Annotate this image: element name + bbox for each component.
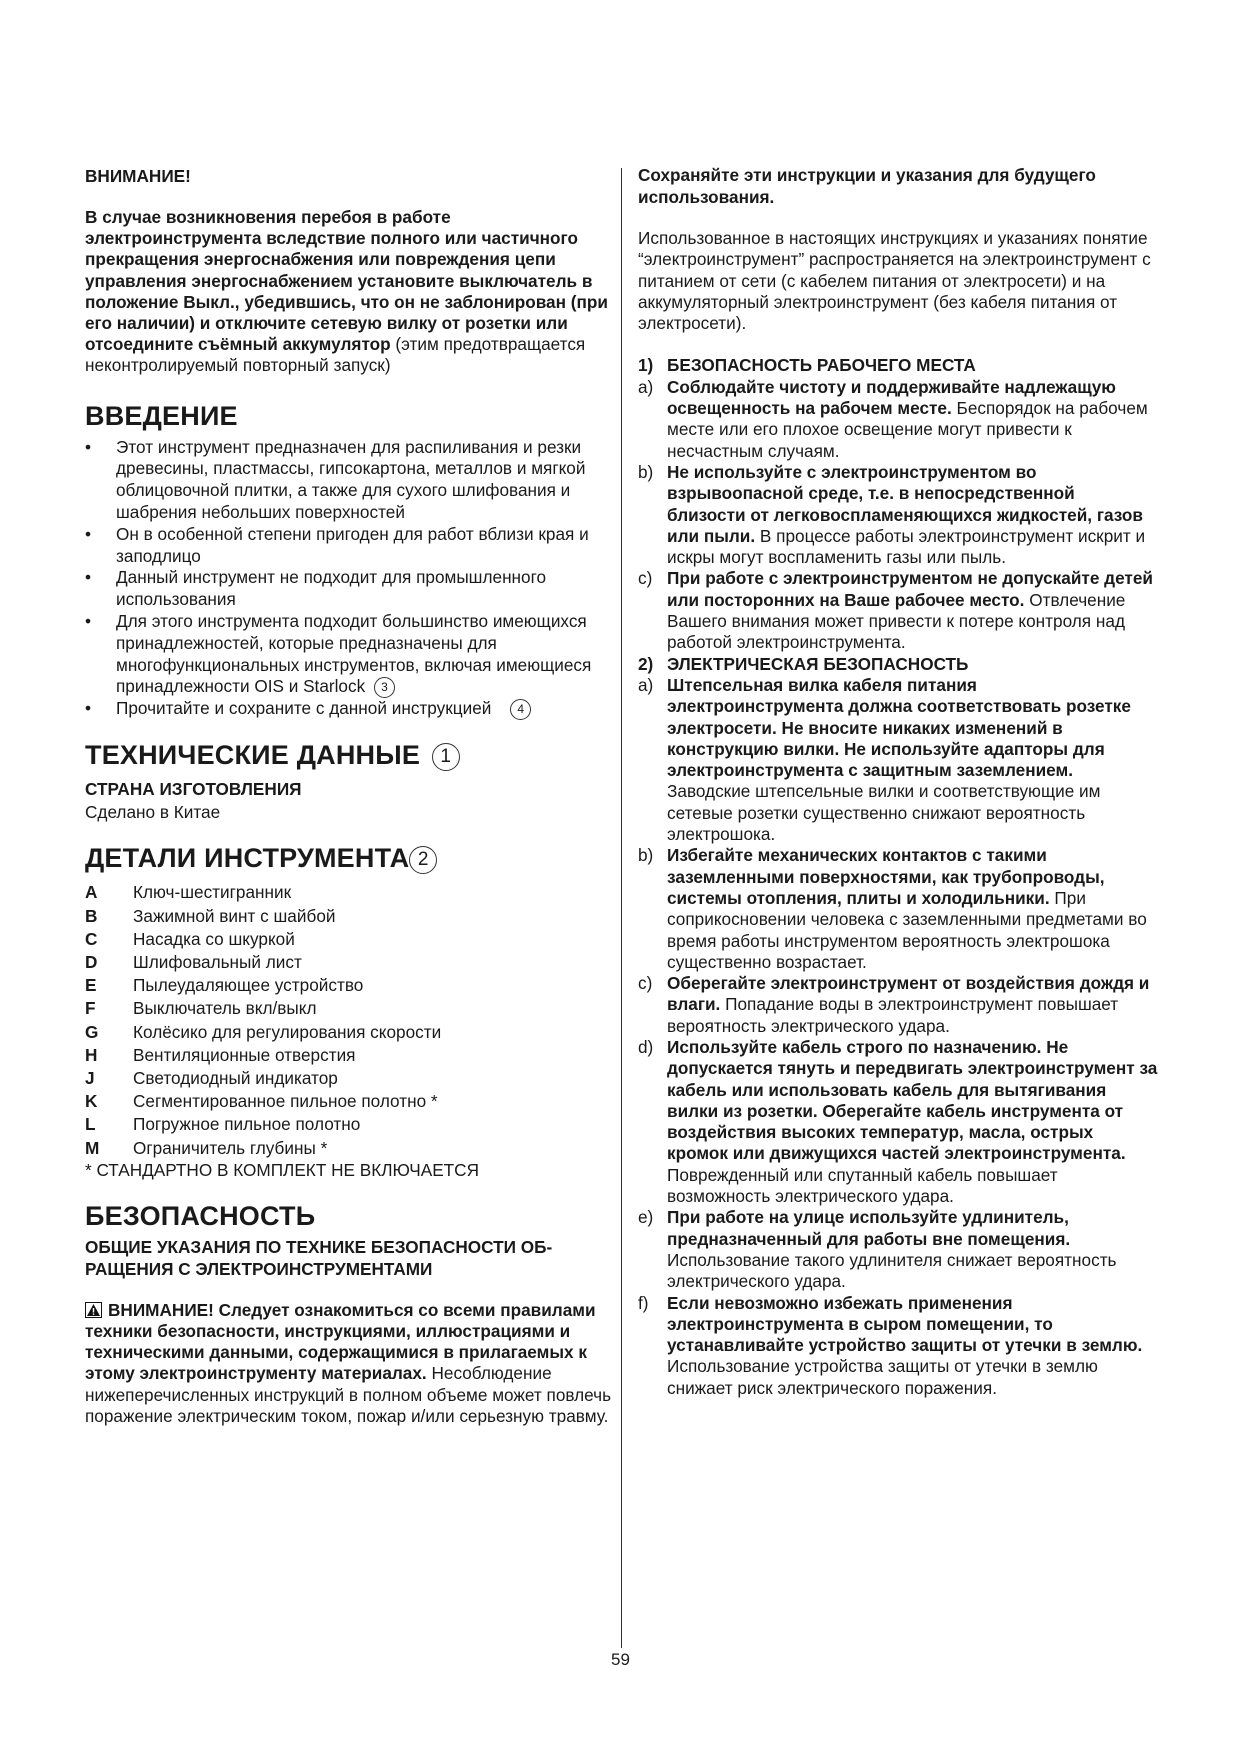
part-name: Шлифовальный лист <box>133 951 302 972</box>
power-tool-definition: Использованное в настоящих инструкциях и указаниях понятие “электроинструмент” распространяется на электроинструмент с питанием от сети (с кабелем питания от электросети) и на аккумуляторный электроинструмент (без кабеля питания от электросети). <box>638 228 1151 334</box>
intro-bullet: • Прочитайте и сохраните с данной инструкцией 4 <box>85 698 615 720</box>
part-letter: L <box>85 1114 96 1135</box>
rule-bold-text: При работе на улице используйте удлинитель, предназначенный для работы вне помещения. <box>667 1207 1071 1249</box>
rule-explanation: Заводские штепсельные вилки и соответствующие им сетевые розетки существенно снижают вероятность электрошока. <box>667 781 1101 845</box>
rule-bold-text: Штепсельная вилка кабеля питания электроинструмента должна соответствовать розетке электросети. Не вносите никаких изменений в конструкцию вилки. Не используйте адапторы для электроинструмента с защитным заземлением. <box>667 674 1131 781</box>
rule-explanation: В процессе работы электроинструмент искрит и искры могут воспламенить газы или пыль. <box>667 525 1146 568</box>
rule-explanation: Попадание воды в электроинструмент повышает вероятность электрического удара. <box>667 994 1119 1036</box>
figure-ref-3: 3 <box>374 677 395 698</box>
rule-marker: b) <box>638 845 654 866</box>
safety-sections <box>638 355 1158 1399</box>
safety-warning-normal: Несоблюдение нижеперечисленных инструкций в полном объеме может повлечь поражение электрическим током, пожар и/или серьезную травму. <box>85 1363 612 1426</box>
rule-explanation: Беспорядок на рабочем месте или его плохое освещение могут привести к несчастным случаям. <box>667 398 1148 461</box>
right-column <box>638 165 1158 1399</box>
safety-title: БЕЗОПАСНОСТЬ <box>85 1200 316 1231</box>
safety-rule <box>638 462 1158 568</box>
parts-row <box>85 1021 441 1044</box>
parts-row <box>85 974 441 997</box>
rule-explanation: При соприкосновении человека с заземленными предметами во время работы инструментом вероятность электрошока существенно возрастает. <box>667 887 1147 972</box>
intro-bullet: • Этот инструмент предназначен для распиливания и резки древесины, пластмассы, гипсокартона, металлов и мягкой облицовочной плитки, а также для сухого шлифования и шабрения небольших поверхностей <box>85 436 586 523</box>
rule-explanation: Поврежденный или спутанный кабель повышает возможность электрического удара. <box>667 1164 1058 1207</box>
section-title: БЕЗОПАСНОСТЬ РАБОЧЕГО МЕСТА <box>667 355 976 376</box>
parts-row <box>85 1090 441 1113</box>
left-column <box>85 165 615 1427</box>
safety-rule <box>638 568 1158 653</box>
safety-rule <box>638 1293 1158 1399</box>
rule-marker: d) <box>638 1036 654 1057</box>
safety-rule <box>638 675 1158 845</box>
rule-marker: b) <box>638 461 654 482</box>
figure-ref-2: 2 <box>409 846 437 874</box>
rule-bold-text: Избегайте механических контактов с такими заземленными поверхностями, как трубопроводы, системы отопления, плиты и холодильники. <box>667 845 1105 908</box>
parts-table <box>85 881 441 1159</box>
power-failure-warning-normal: (этим предотвращается неконтролируемый повторный запуск) <box>85 334 586 376</box>
power-failure-warning <box>85 207 615 377</box>
part-letter: K <box>85 1091 98 1112</box>
rule-marker: a) <box>638 376 654 397</box>
part-letter: C <box>85 928 98 949</box>
warning-triangle-icon <box>85 1302 102 1318</box>
part-name: Вентиляционные отверстия <box>133 1044 356 1065</box>
parts-row <box>85 1044 441 1067</box>
intro-title: ВВЕДЕНИЕ <box>85 400 238 431</box>
safety-rule <box>638 1037 1158 1207</box>
rule-bold-text: Не используйте с электроинструментом во взрывоопасной среде, т.е. в непосредственной близости от легковоспламеняющихся жидкостей, газов или пыли. <box>667 461 1143 546</box>
safety-rule <box>638 377 1158 462</box>
safety-section-heading <box>638 654 1158 675</box>
rule-marker: a) <box>638 674 654 695</box>
part-letter: E <box>85 975 97 996</box>
safety-rule <box>638 973 1158 1037</box>
intro-bullet: • Для этого инструмента подходит большинство имеющихся принадлежностей, которые предназначены для многофункциональных инструментов, включая имеющиеся принадлежности OIS и Starlock 3 <box>85 611 592 697</box>
part-letter: D <box>85 951 98 972</box>
part-letter: J <box>85 1067 95 1088</box>
part-letter: G <box>85 1021 99 1042</box>
safety-warning-bold: ВНИМАНИЕ! Следует ознакомиться со всеми правилами техники безопасности, инструкциями, иллюстрациями и техническими данными, содержащимися в прилагаемых к этому электроинструменту материалах. <box>85 1299 596 1384</box>
part-letter: M <box>85 1137 100 1158</box>
intro-bullet-list <box>85 437 615 721</box>
part-name: Ключ-шестигранник <box>133 882 292 903</box>
rule-explanation: Отвлечение Вашего внимания может привести к потере контроля над работой электроинструмента. <box>667 589 1126 653</box>
safety-rule <box>638 845 1158 973</box>
part-name: Ограничитель глубины * <box>133 1137 328 1158</box>
parts-row <box>85 951 441 974</box>
section-number: 2) <box>638 653 654 674</box>
part-name: Выключатель вкл/выкл <box>133 998 317 1019</box>
rule-bold-text: Если невозможно избежать применения электроинструмента в сыром помещении, то устанавливайте устройство защиты от утечки в землю. <box>667 1292 1143 1356</box>
intro-bullet: • Он в особенной степени пригоден для работ вблизи края и заподлицо <box>85 523 589 566</box>
part-name: Пылеудаляющее устройство <box>133 975 364 996</box>
safety-warning <box>85 1300 615 1427</box>
rule-marker: f) <box>638 1292 649 1313</box>
tech-data-title: ТЕХНИЧЕСКИЕ ДАННЫЕ 1 <box>85 738 615 772</box>
parts-row <box>85 1113 441 1136</box>
part-name: Насадка со шкуркой <box>133 928 295 949</box>
parts-row <box>85 905 441 928</box>
section-number: 1) <box>638 355 654 376</box>
part-name: Колёсико для регулирования скорости <box>133 1021 442 1042</box>
warning-label: ВНИМАНИЕ! <box>85 166 191 186</box>
rule-marker: e) <box>638 1207 654 1228</box>
parts-row <box>85 928 441 951</box>
parts-row <box>85 1137 441 1160</box>
column-divider <box>621 168 622 1648</box>
part-letter: H <box>85 1044 98 1065</box>
rule-bold-text: Соблюдайте чистоту и поддерживайте надлежащую освещенность на рабочем месте. <box>667 376 1116 419</box>
part-name: Погружное пильное полотно <box>133 1114 361 1135</box>
parts-title: ДЕТАЛИ ИНСТРУМЕНТА 2 <box>85 841 615 875</box>
part-letter: F <box>85 998 96 1019</box>
part-letter: A <box>85 882 98 903</box>
rule-bold-text: Оберегайте электроинструмент от воздействия дождя и влаги. <box>667 973 1150 1015</box>
rule-explanation: Использование такого удлинителя снижает вероятность электрического удара. <box>667 1249 1117 1292</box>
section-title: ЭЛЕКТРИЧЕСКАЯ БЕЗОПАСНОСТЬ <box>667 653 969 674</box>
parts-row <box>85 881 441 904</box>
country-label: СТРАНА ИЗГОТОВЛЕНИЯ <box>85 779 302 800</box>
parts-row <box>85 1067 441 1090</box>
figure-ref-4: 4 <box>510 699 531 720</box>
rule-marker: c) <box>638 568 653 589</box>
part-letter: B <box>85 905 98 926</box>
country-value: Сделано в Китае <box>85 802 221 823</box>
rule-marker: c) <box>638 973 653 994</box>
parts-row <box>85 997 441 1020</box>
part-name: Зажимной винт с шайбой <box>133 905 336 926</box>
safety-subtitle: ОБЩИЕ УКАЗАНИЯ ПО ТЕХНИКЕ БЕЗОПАСНОСТИ ОБ- РАЩЕНИЯ С ЭЛЕКТРОИНСТРУМЕНТАМИ <box>85 1236 553 1279</box>
part-name: Сегментированное пильное полотно * <box>133 1091 438 1112</box>
safety-section-heading <box>638 355 1158 376</box>
keep-instructions: Сохраняйте эти инструкции и указания для будущего использования. <box>638 165 1096 207</box>
rule-bold-text: При работе с электроинструментом не допускайте детей или посторонних на Ваше рабочее место. <box>667 568 1153 610</box>
rule-explanation: Использование устройства защиты от утечки в землю снижает риск электрического поражения. <box>667 1356 1098 1398</box>
rule-bold-text: Используйте кабель строго по назначению. Не допускается тянуть и передвигать электроинструмент за кабель или использовать кабель для вытягивания вилки из розетки. Оберегайте кабель инструмента от воздействия высоких температур, масла, острых кромок или движущихся частей электроинструмента. <box>667 1036 1158 1164</box>
page-number: 59 <box>611 1650 630 1669</box>
figure-ref-1: 1 <box>432 743 460 771</box>
parts-footnote: * СТАНДАРТНО В КОМПЛЕКТ НЕ ВКЛЮЧАЕТСЯ <box>85 1159 479 1180</box>
safety-rule <box>638 1207 1158 1292</box>
intro-bullet: • Данный инструмент не подходит для промышленного использования <box>85 567 547 610</box>
power-failure-warning-bold: В случае возникновения перебоя в работе электроинструмента вследствие полного или частичного прекращения энергоснабжения или повреждения цепи управления энергоснабжением установите выключатель в положение Выкл., убедившись, что он не заблонирован (при его наличии) и отключите сетевую вилку от розетки или отсоедините съёмный аккумулятор <box>85 207 608 355</box>
part-name: Светодиодный индикатор <box>133 1067 338 1088</box>
